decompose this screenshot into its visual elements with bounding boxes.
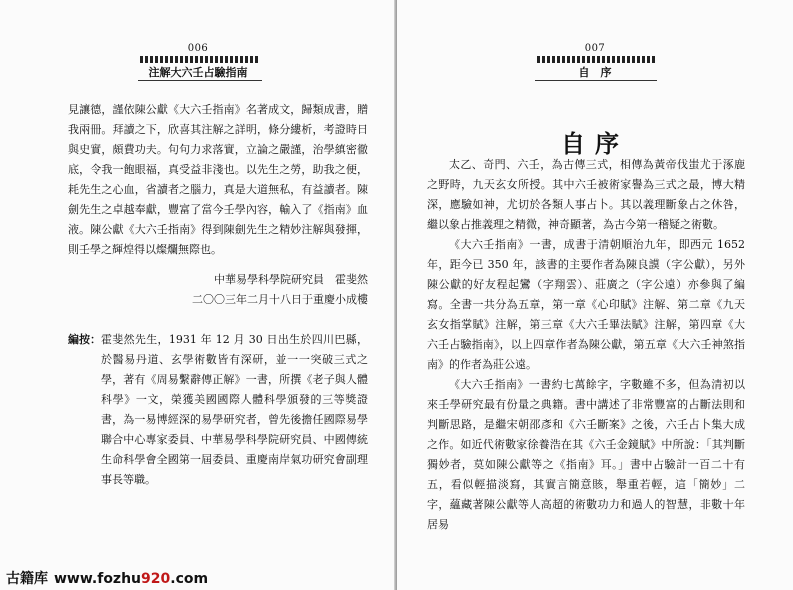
signature-date: 二〇〇三年二月十八日于重慶小成樓 — [192, 293, 368, 306]
preface-paragraph: 《大六壬指南》一書，成書于清朝順治九年，即西元 1652 年，距今已 350 年，該書的主要作者為陳良謨（字公獻），另外陳公獻的好友程起鸞（字翔雲）、莊廣之（字公遠）亦參與了編寫。全書一共分為五章，第一章《心印賦》注解、第二章《九天玄女指掌賦》注解，第三章《大六壬畢法賦》注解，第四章《大六壬占驗指南》，以上四章作者為陳公獻，第五章《大六壬神煞指南》的作者為莊公遠。 — [427, 238, 745, 371]
editor-note-label: 編按： — [68, 333, 101, 346]
page-number: 006 — [187, 43, 209, 54]
running-head: 自 序 — [578, 66, 612, 79]
header-rule — [535, 80, 657, 81]
editor-note — [68, 330, 368, 490]
signature-org: 中華易學科學院研究員 霍斐然 — [214, 273, 368, 286]
preface-title: 自序 — [561, 130, 629, 158]
preface-body — [427, 155, 745, 535]
page-number: 007 — [584, 43, 606, 54]
editor-note-text: 霍斐然先生，1931 年 12 月 30 日出生於四川巴縣，於醫易丹道、玄學術數皆有深研，並一一突破三式之學，著有《周易繫辭傳正解》一書，所撰《老子與人體科學》一文，榮獲美國國際人體科學頒發的三等獎證書，為一易博經深的易學研究者，曾先後擔任國際易學聯合中心專家委員、中華易學科學院研究員、中國傳統生命科學會全國第一屆委員、重慶南岸氣功研究會副理事長等職。 — [101, 333, 368, 486]
signature-block — [68, 270, 368, 310]
site-watermark — [6, 568, 208, 588]
running-head: 注解大六壬占驗指南 — [148, 66, 248, 79]
left-page — [0, 0, 396, 590]
header-rule — [138, 80, 262, 81]
preface-paragraph: 《大六壬指南》一書約七萬餘字，字數雖不多，但為清初以來壬學研究最有份量之典籍。書中講述了非常豐富的占斷法則和判斷思路，是繼宋朝邵彥和《六壬斷案》之後，六壬占卜集大成之作。如近代術數家徐養浩在其《六壬金鏡賦》中所說：「其判斷獨妙者，莫如陳公獻等之《指南》耳。」書中占驗計一百二十有五，看似輕描淡寫，其實言簡意賅，舉重若輕，這「簡妙」二字，蘊藏著陳公獻等人高超的術數功力和過人的智慧，非數十年居易 — [427, 378, 745, 531]
right-page — [397, 0, 793, 590]
watermark-site-name: 古籍库 — [6, 571, 48, 587]
watermark-url-number: 920 — [141, 571, 171, 587]
header-ornament — [537, 56, 655, 63]
body-paragraph: 見讓德，謹依陳公獻《大六壬指南》名著成文，歸類成書，贈我兩冊。拜讀之下，欣喜其注解之詳明，條分縷析，考證時日與史實，頗費功夫。句句力求落實，立論之嚴謹，治學縝密徹底，令我一飽眼福，真受益非淺也。以先生之勞，助我之便，耗先生之心血，省讀者之腦力，真是大道無私，有益讀者。陳劍先生之卓越奉獻，豐富了當今壬學內容，輸入了《指南》血液。陳公獻《大六壬指南》得到陳劍先生之精妙注解與發揮，則壬學之輝煌得以燦爛無際也。 — [68, 103, 368, 256]
preface-paragraph: 太乙、奇門、六壬，為古傳三式，相傳為黃帝伐蚩尤于涿鹿之野時，九天玄女所授。其中六壬被術家譽為三式之最，博大精深，應驗如神，尤切於各類人事占卜。其以義理斷象占之休咎，繼以象占推義理之精微，神奇顯著，為古今第一稽疑之術數。 — [427, 158, 745, 231]
watermark-url-prefix: www.fozhu — [54, 571, 142, 587]
header-ornament — [140, 56, 260, 63]
watermark-url-suffix: .com — [170, 571, 209, 587]
